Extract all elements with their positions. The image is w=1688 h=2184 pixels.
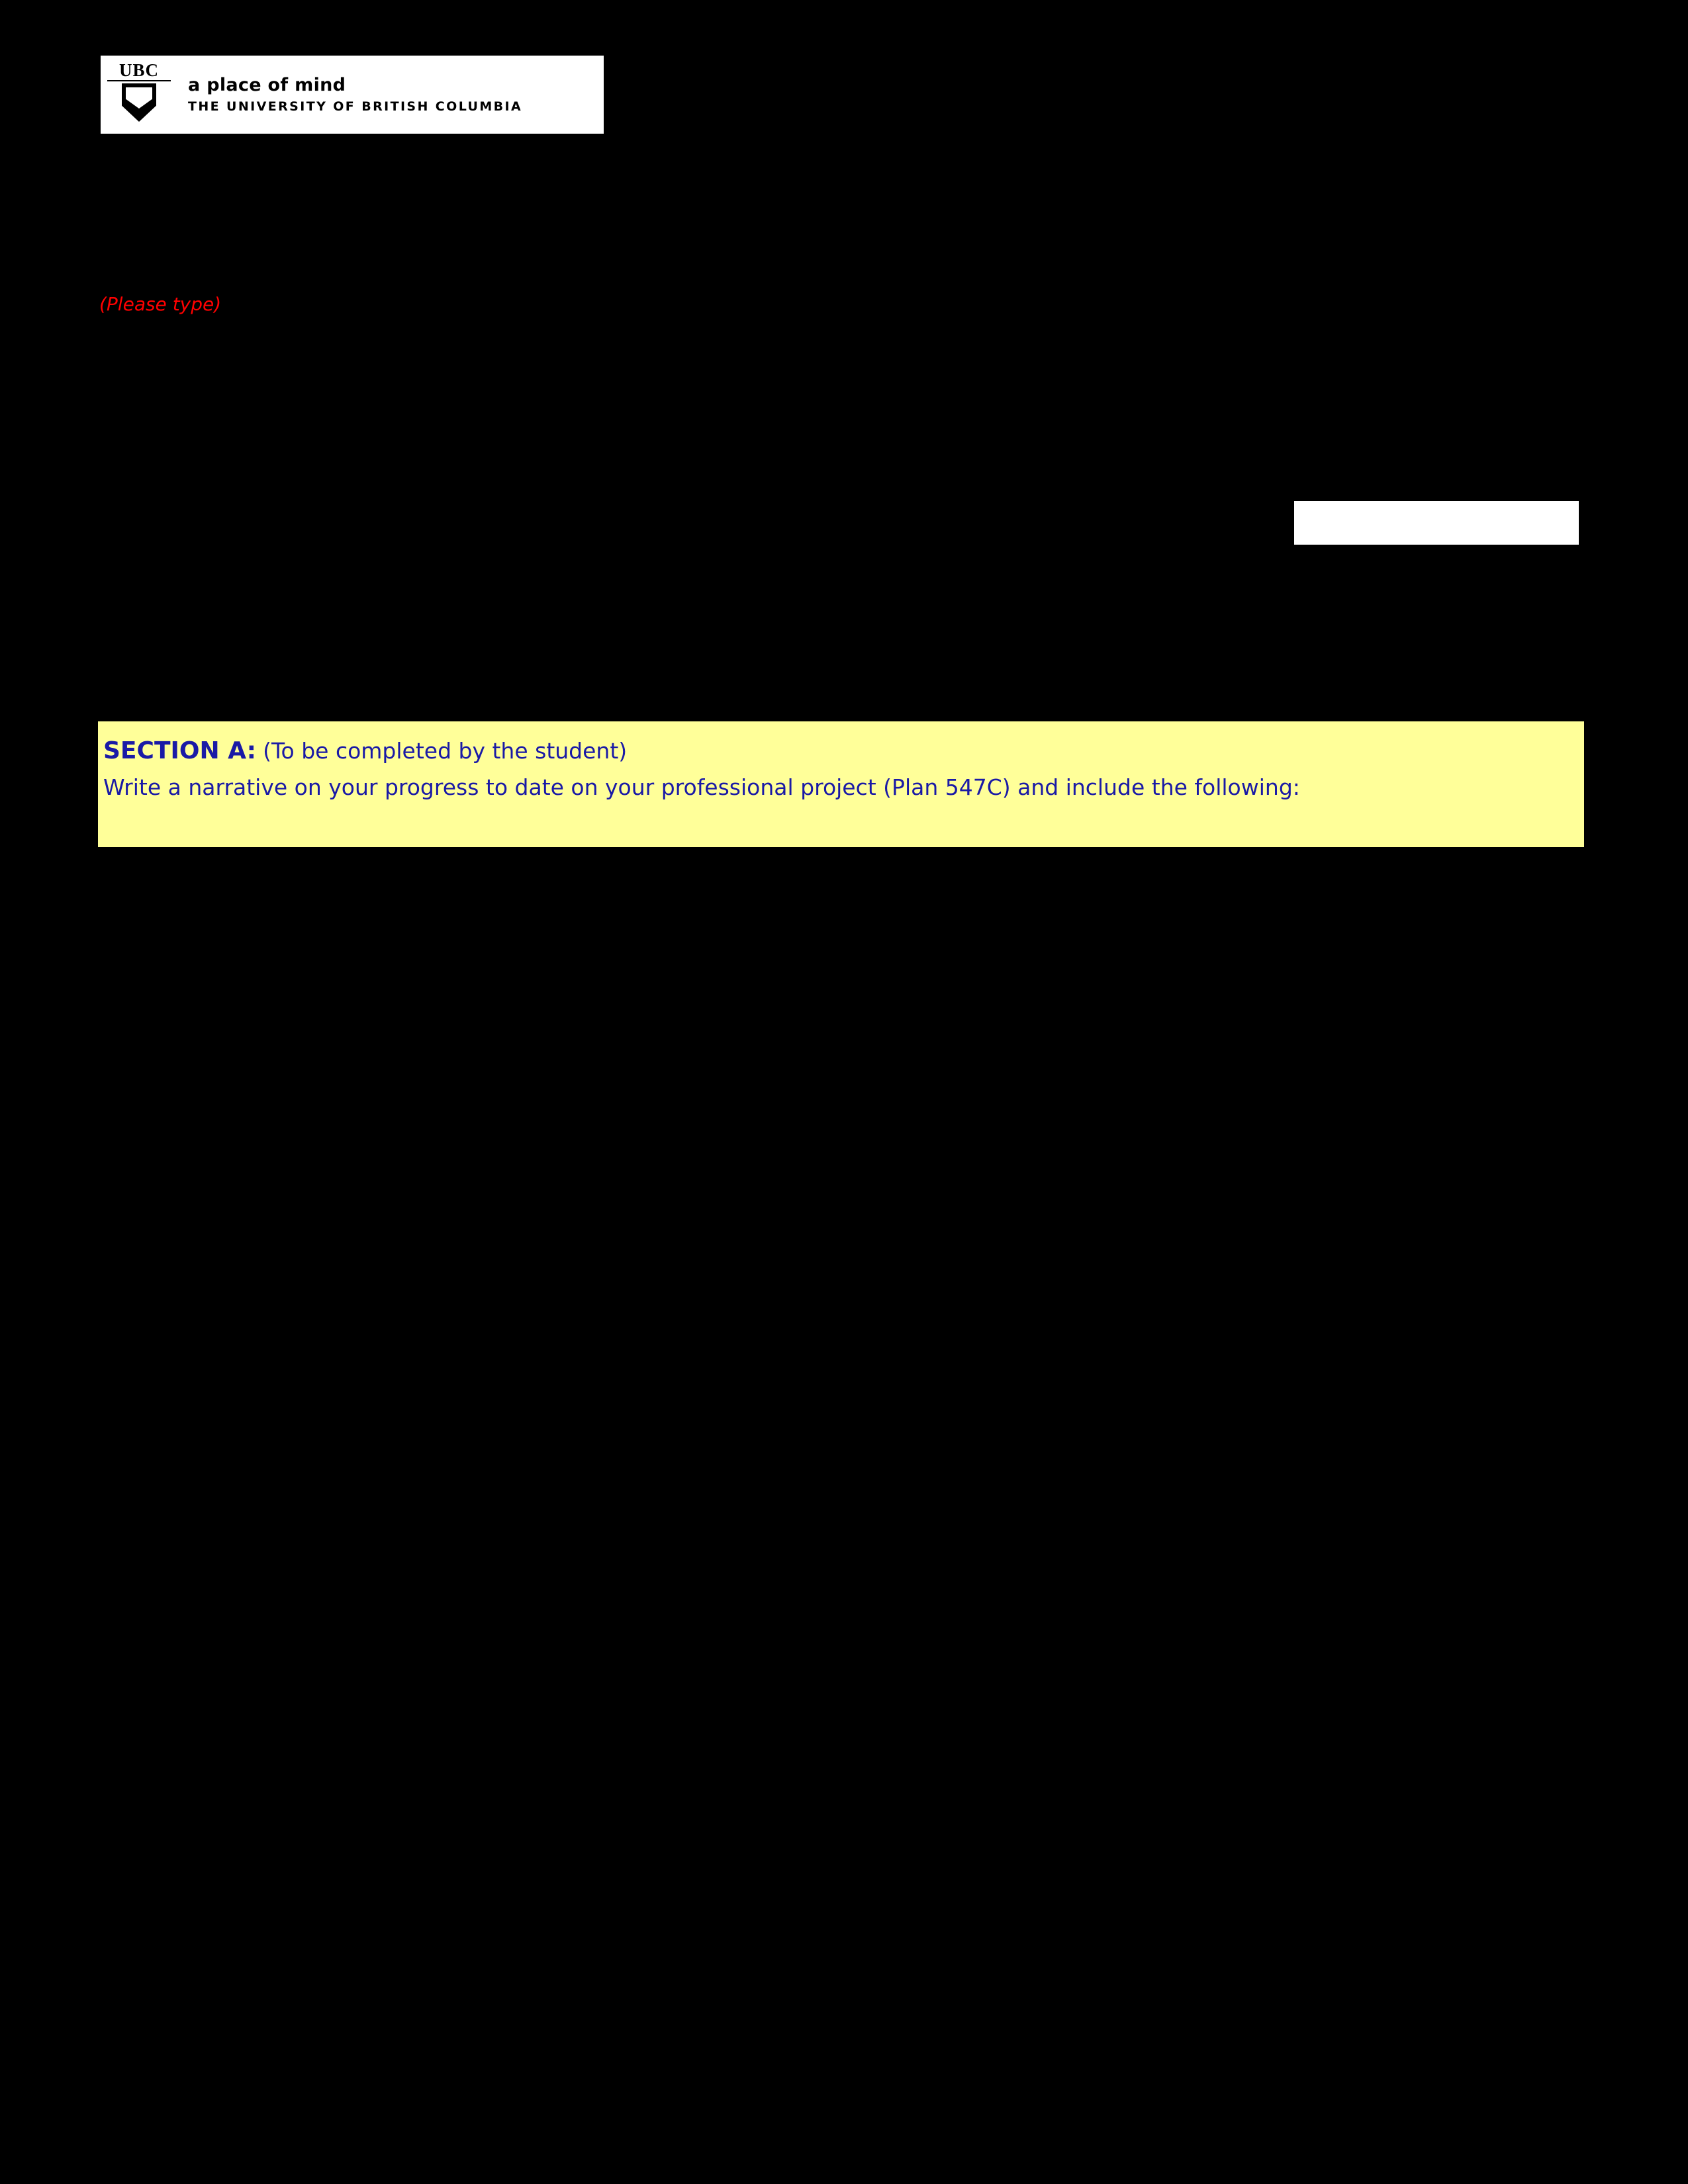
date-input-field[interactable] [1294,501,1579,545]
section-a-instruction: Write a narrative on your progress to date on your professional project (Plan 547C) and include the following: [103,774,1300,800]
section-a-label: SECTION A: [103,737,257,764]
section-a-subtitle: (To be completed by the student) [263,738,628,764]
logo-text-block [188,56,522,134]
ubc-crest-wordmark: UBC [118,60,159,80]
crest-divider [107,80,171,81]
logo-tagline: a place of mind [188,75,346,96]
section-a-heading [103,736,1584,766]
ubc-logo [101,56,604,134]
ubc-crest-icon [107,61,171,128]
logo-university-name: THE UNIVERSITY OF BRITISH COLUMBIA [188,99,523,114]
section-a-block [98,721,1584,847]
shield-icon [107,83,171,124]
please-type-note: (Please type) [99,293,222,315]
